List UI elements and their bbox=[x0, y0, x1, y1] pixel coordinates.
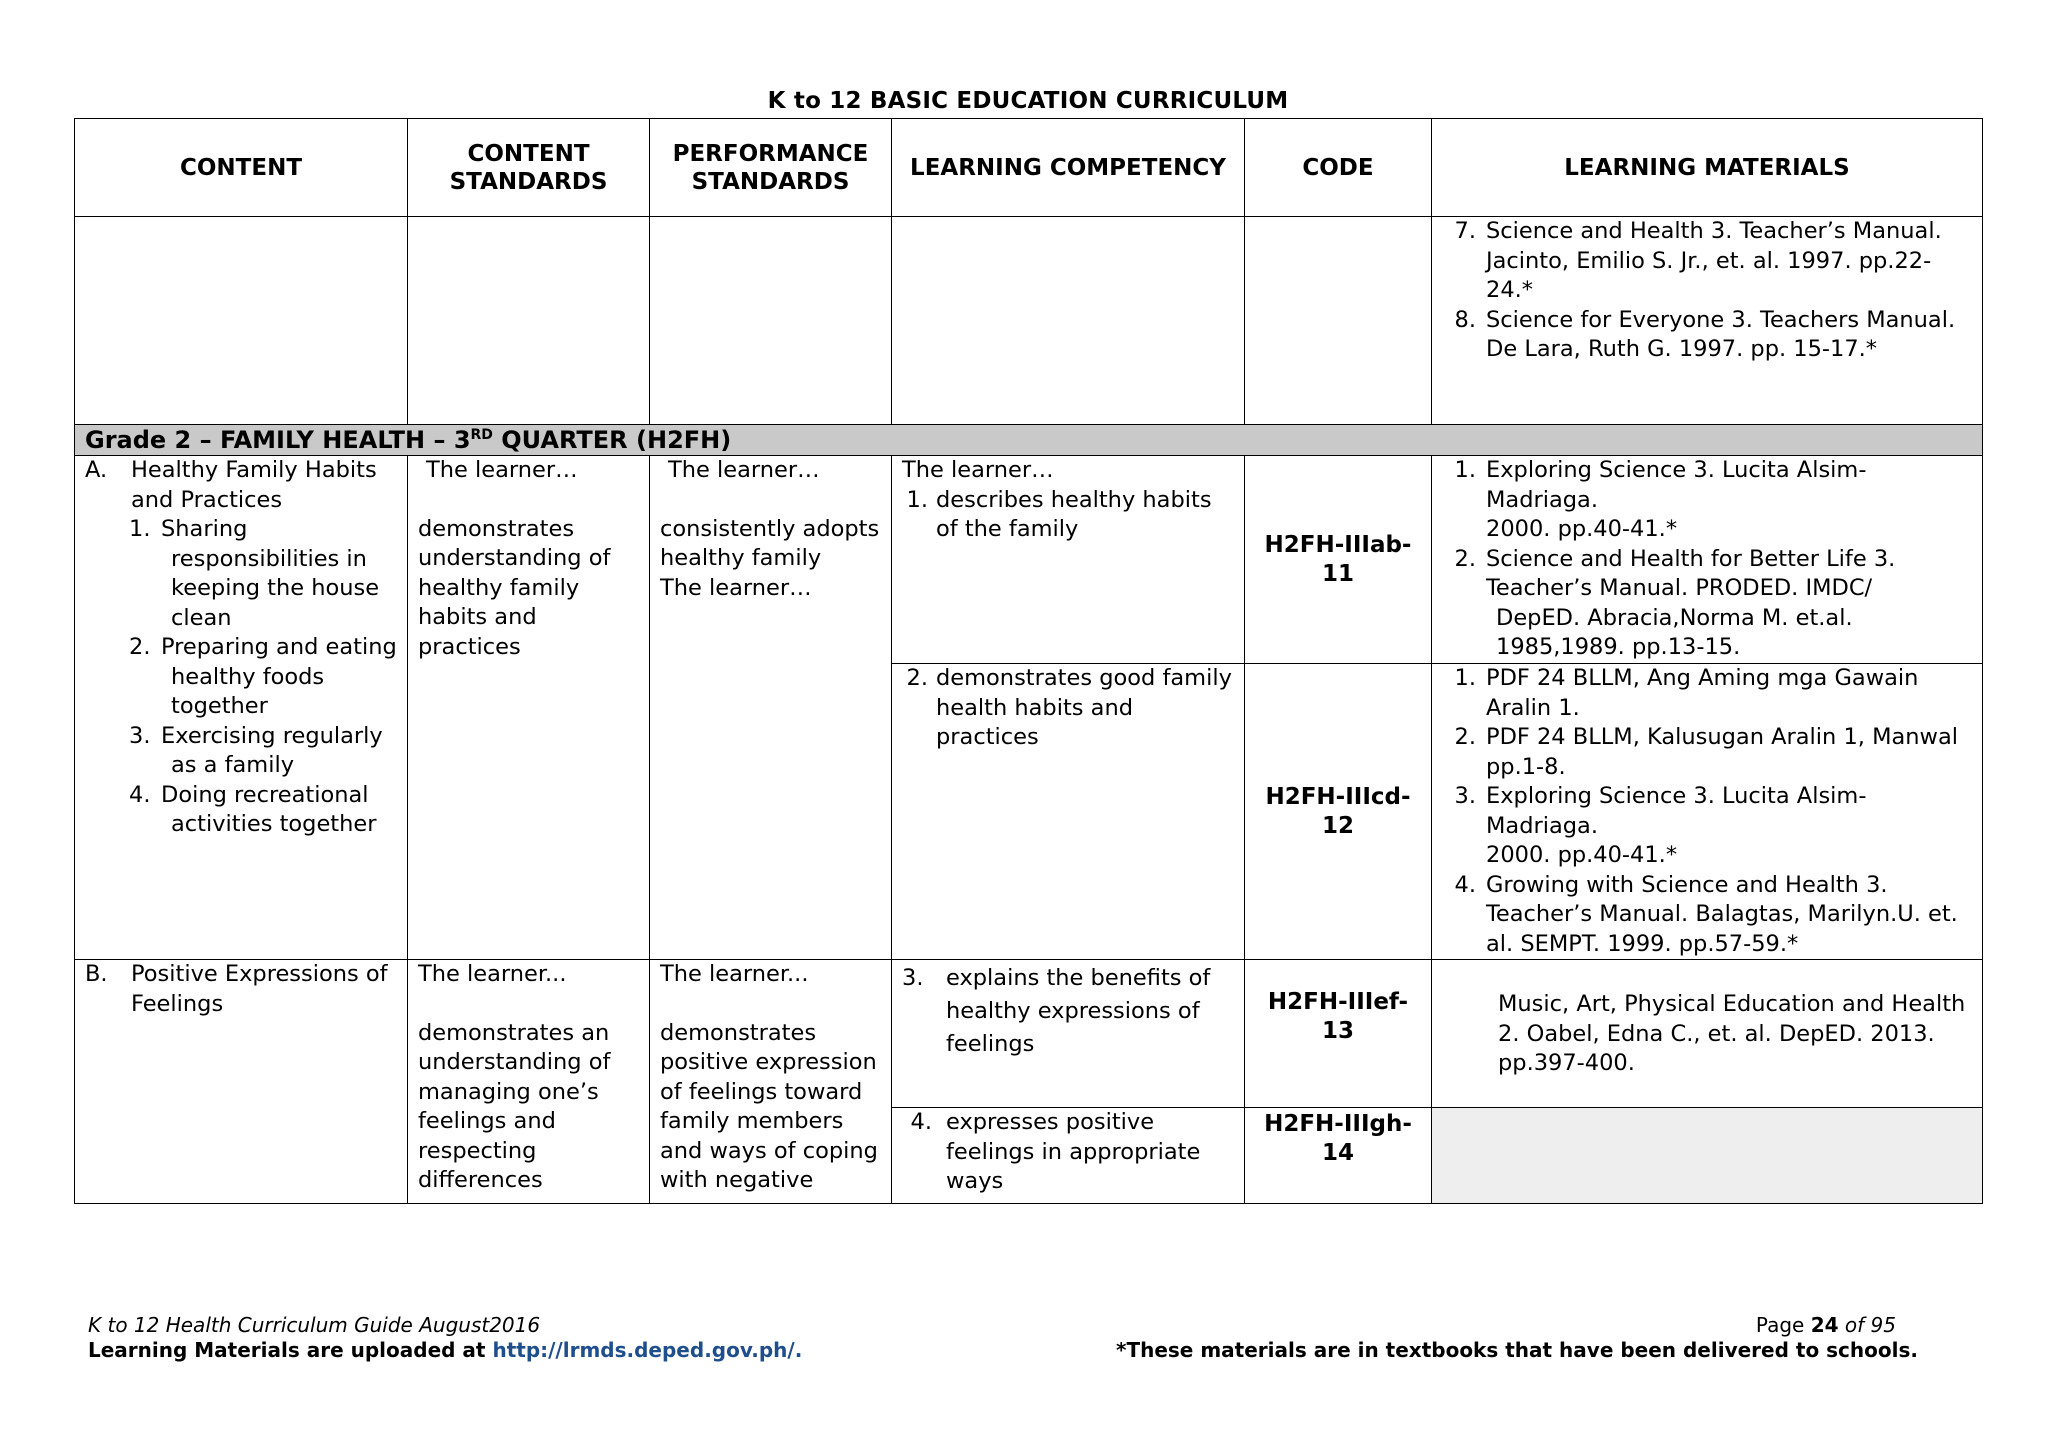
content-cell bbox=[75, 960, 408, 1204]
code-cell: H2FH-IIIab- 11 bbox=[1245, 456, 1432, 664]
header-content: CONTENT bbox=[75, 119, 408, 217]
learning-materials-cell bbox=[1432, 456, 1983, 664]
learning-competency-cell: The learner… 1. describes healthy habits of the family bbox=[892, 456, 1245, 664]
learning-competency-cell bbox=[892, 664, 1245, 960]
footer-guide-title: K to 12 Health Curriculum Guide August2016 bbox=[88, 1313, 541, 1337]
learning-competency-cell bbox=[892, 1108, 1245, 1204]
list-item: 4. expresses positive feelings in appropriate ways bbox=[910, 1109, 1201, 1194]
header-code: CODE bbox=[1245, 119, 1432, 217]
table-row bbox=[75, 960, 1983, 1108]
performance-standards-cell: The learner… consistently adopts healthy family The learner… bbox=[650, 456, 892, 960]
header-learning-competency: LEARNING COMPETENCY bbox=[892, 119, 1245, 217]
content-cell bbox=[75, 456, 408, 960]
header-performance-standards: PERFORMANCE STANDARDS bbox=[650, 119, 892, 217]
section-heading-row bbox=[75, 425, 1983, 456]
content-standards-cell: The learner… demonstrates understanding of healthy family habits and practices bbox=[408, 456, 650, 960]
content-topic: A. Healthy Family Habits and Practices bbox=[85, 457, 377, 513]
learning-materials-cell: Music, Art, Physical Education and Health 2. Oabel, Edna C., et. al. DepED. 2013. pp.397-400. bbox=[1432, 960, 1983, 1108]
list-item: 1. Sharing responsibilities in keeping the house clean bbox=[129, 516, 380, 631]
table-row bbox=[75, 456, 1983, 664]
content-topic: B. Positive Expressions of Feelings bbox=[85, 961, 388, 1017]
code-cell: H2FH-IIIef- 13 bbox=[1245, 960, 1432, 1108]
list-item: 2. PDF 24 BLLM, Kalusugan Aralin 1, Manwal pp.1-8. bbox=[1454, 724, 1958, 780]
list-item: 2. Preparing and eating healthy foods together bbox=[129, 634, 397, 719]
list-item: 3. Exploring Science 3. Lucita Alsim-Madriaga. 2000. pp.40-41.* bbox=[1454, 783, 1867, 868]
list-item: 2. Science and Health for Better Life 3. Teacher’s Manual. PRODED. IMDC/ DepED. Abracia,Norma M. et.al. 1985,1989. pp.13-15. bbox=[1454, 545, 1896, 660]
list-item: 1. Exploring Science 3. Lucita Alsim-Madriaga. 2000. pp.40-41.* bbox=[1454, 457, 1867, 542]
curriculum-table bbox=[74, 118, 1983, 1204]
content-standards-cell: The learner... demonstrates an understanding of managing one’s feelings and respecting differences bbox=[408, 960, 650, 1204]
learning-materials-cell bbox=[1432, 664, 1983, 960]
list-item: 3. Exercising regularly as a family bbox=[129, 722, 383, 778]
section-heading: Grade 2 – FAMILY HEALTH – 3RD QUARTER (H2FH) bbox=[75, 425, 1983, 456]
learning-materials-cell bbox=[1432, 217, 1983, 425]
learning-competency-cell bbox=[892, 960, 1245, 1108]
header-learning-materials: LEARNING MATERIALS bbox=[1432, 119, 1983, 217]
list-item: 3. explains the benefits of healthy expressions of feelings bbox=[902, 965, 1211, 1057]
document-title: K to 12 BASIC EDUCATION CURRICULUM bbox=[767, 88, 1289, 114]
footer-textbook-note: *These materials are in textbooks that have been delivered to schools. bbox=[1116, 1338, 1918, 1362]
list-item: 1. describes healthy habits of the family bbox=[906, 486, 1212, 542]
table-header-row bbox=[75, 119, 1983, 217]
page-number: Page 24 of 95 bbox=[1755, 1313, 1896, 1337]
code-cell: H2FH-IIIcd- 12 bbox=[1245, 664, 1432, 960]
code-cell: H2FH-IIIgh- 14 bbox=[1245, 1108, 1432, 1204]
performance-standards-cell: The learner... demonstrates positive expression of feelings toward family members and ways of coping with negative bbox=[650, 960, 892, 1204]
list-item: 7. Science and Health 3. Teacher’s Manual. Jacinto, Emilio S. Jr., et. al. 1997. pp.22- 24.* bbox=[1454, 218, 1942, 303]
header-content-standards: CONTENT STANDARDS bbox=[408, 119, 650, 217]
footer-upload-note: Learning Materials are uploaded at http://lrmds.deped.gov.ph/. bbox=[88, 1338, 803, 1362]
learning-materials-cell bbox=[1432, 1108, 1983, 1204]
list-item: 2. demonstrates good family health habits and practices bbox=[906, 665, 1232, 750]
lrmds-link[interactable]: http://lrmds.deped.gov.ph/. bbox=[492, 1338, 803, 1362]
list-item: 8. Science for Everyone 3. Teachers Manual. De Lara, Ruth G. 1997. pp. 15-17.* bbox=[1454, 306, 1956, 362]
list-item: 4. Doing recreational activities together bbox=[129, 781, 377, 837]
list-item: 4. Growing with Science and Health 3. Teacher’s Manual. Balagtas, Marilyn.U. et. al. SEMPT. 1999. pp.57-59.* bbox=[1454, 871, 1958, 957]
table-row bbox=[75, 217, 1983, 425]
list-item: 1. PDF 24 BLLM, Ang Aming mga Gawain Aralin 1. bbox=[1454, 665, 1919, 721]
